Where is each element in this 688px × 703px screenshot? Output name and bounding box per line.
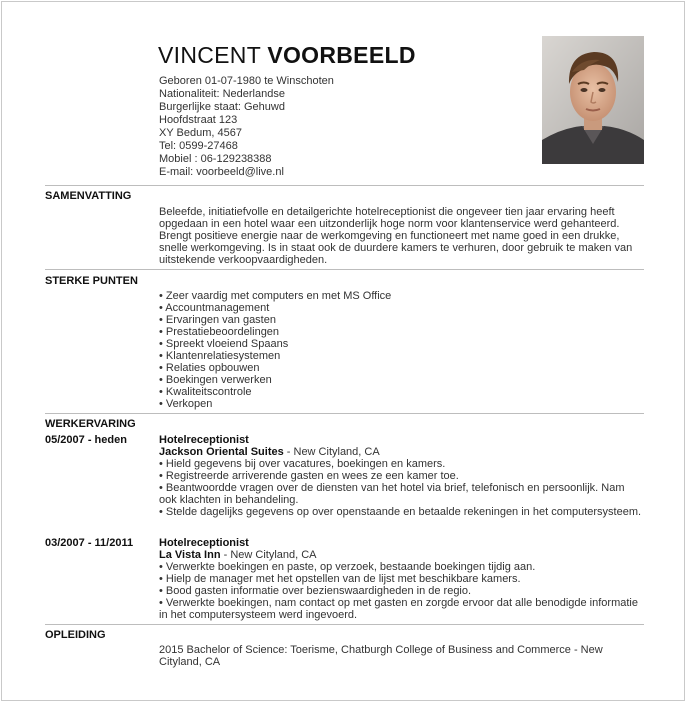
job-1-location: - New Cityland, CA [283,446,380,458]
job-1-dates: 05/2007 - heden [45,434,127,446]
divider-experience [45,413,644,414]
candidate-name [158,42,416,69]
section-title-experience: WERKERVARING [45,418,136,430]
section-title-summary: SAMENVATTING [45,190,132,202]
last-name: VOORBEELD [267,42,416,68]
contact-line-marital-status: Burgerlijke staat: Gehuwd [159,101,285,113]
strengths-list [159,290,645,410]
section-title-strengths: STERKE PUNTEN [45,275,138,287]
list-item: • Ervaringen van gasten [159,314,276,326]
job-2-dates: 03/2007 - 11/2011 [45,537,134,549]
list-item: • Verkopen [159,398,213,410]
job-1-company: Jackson Oriental Suites [159,446,284,458]
contact-line-email: E-mail: voorbeeld@live.nl [159,166,284,178]
list-item: • Hielp de manager met het opstellen van de lijst met beschikbare kamers. [159,573,521,585]
contact-line-phone: Tel: 0599-27468 [159,140,238,152]
divider-strengths [45,269,644,270]
divider-summary [45,185,644,186]
summary-text: Beleefde, initiatiefvolle en detailgerichte hotelreceptionist die ongeveer tien jaar ervaring heeft opgedaan in een hotel waar een uitzonderlijk hoge norm voor klantenservice werd gehanteerd. Brengt positieve energie naar de werkomgeving en functioneert met name goed in een drukke, snelle werkomgeving. Is in staat ook de duurdere kamers te verhuren, door gebruik te maken van uitstekende verkoopvaardigheden. [159,206,633,266]
job-2 [159,537,645,621]
list-item: • Relaties opbouwen [159,362,260,374]
list-item: • Beantwoordde vragen over de diensten van het hotel via brief, telefonisch en persoonlijk. Nam ook klachten in behandeling. [159,482,625,506]
job-1-role: Hotelreceptionist [159,434,249,446]
divider-education [45,624,644,625]
contact-line-street: Hoofdstraat 123 [159,114,238,126]
list-item: • Registreerde arriverende gasten en wees ze een kamer toe. [159,470,459,482]
job-2-employer [159,549,645,561]
contact-line-city: XY Bedum, 4567 [159,127,242,139]
contact-details [159,75,334,179]
list-item: • Kwaliteitscontrole [159,386,252,398]
list-item: • Boekingen verwerken [159,374,272,386]
job-1-employer [159,446,645,458]
list-item: • Verwerkte boekingen, nam contact op met gasten en zorgde ervoor dat alle benodigde informatie in het computersysteem werd ingevoerd. [159,597,638,621]
list-item: • Accountmanagement [159,302,270,314]
first-name: VINCENT [158,42,261,68]
job-2-role: Hotelreceptionist [159,537,249,549]
profile-photo [542,36,644,164]
list-item: • Stelde dagelijks gegevens op over openstaande en betaalde rekeningen in het computersysteem. [159,506,642,518]
list-item: • Verwerkte boekingen en paste, op verzoek, bestaande boekingen tijdig aan. [159,561,536,573]
list-item: • Zeer vaardig met computers en met MS Office [159,290,392,302]
job-1 [159,434,645,518]
list-item: • Bood gasten informatie over bezienswaardigheden in de regio. [159,585,472,597]
education-text: 2015 Bachelor of Science: Toerisme, Chatburgh College of Business and Commerce - New Cityland, CA [159,644,603,668]
section-title-education: OPLEIDING [45,629,106,641]
contact-line-nationality: Nationaliteit: Nederlandse [159,88,285,100]
list-item: • Prestatiebeoordelingen [159,326,280,338]
list-item: • Klantenrelatiesystemen [159,350,281,362]
list-item: • Spreekt vloeiend Spaans [159,338,289,350]
contact-line-birth: Geboren 01-07-1980 te Winschoten [159,75,334,87]
contact-line-mobile: Mobiel : 06-129238388 [159,153,272,165]
job-2-company: La Vista Inn [159,549,221,561]
job-2-location: - New Cityland, CA [220,549,317,561]
list-item: • Hield gegevens bij over vacatures, boekingen en kamers. [159,458,446,470]
